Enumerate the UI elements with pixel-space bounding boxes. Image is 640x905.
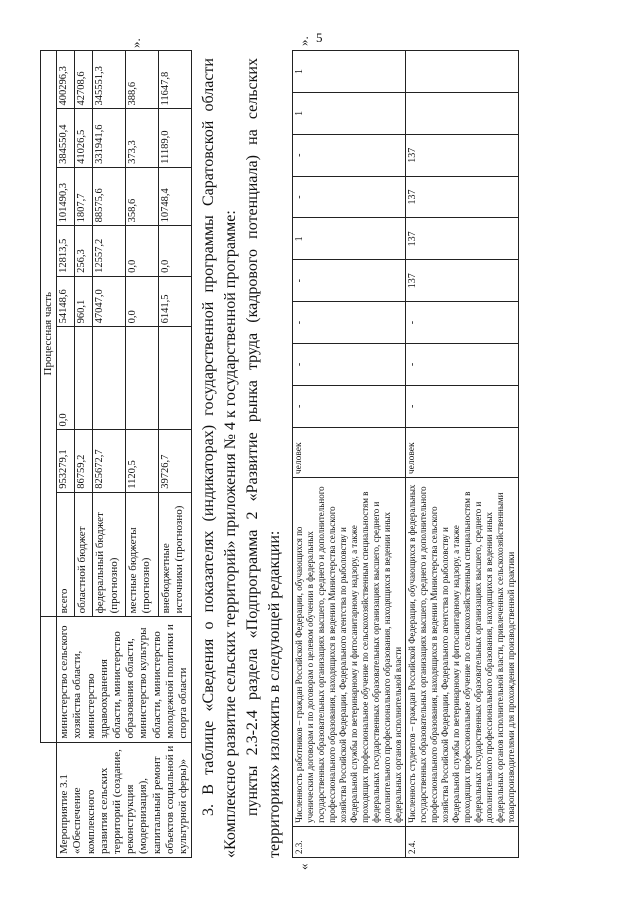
table-row: Мероприятие 3.1 «Обеспечение комплексного развития сельских территорий (создание, реконструкция (модернизация), капитальный ремонт объектов социальной и культурной сферы)» министерство сельского хозяйства области, министерство здравоохранения области, министерство образования области, министерство культуры области, министерство молодежной политики и спорта области всего 953279,1 0,0 54148,6 12813,5 101490,3 384550,4 400296,3 [57, 51, 75, 858]
indicator-text: Численность работников – граждан Российской Федерации, обучающихся по ученическим договорам и по договорам о целевом обучении в федеральных государственных образовательных организациях высшего, среднего и дополнительного профессионального образования, находящихся в ведении Министерства сельского хозяйства Российской Федерации, Федерального агентства по рыболовству и Федеральной службы по ветеринарному и фитосанитарному надзору, а также проходящих профессиональное обучение по сельскохозяйственным специальностям в федеральных государственных образовательных организациях высшего, среднего и дополнительного профессионального образования, находящихся в ведении иных федеральных органов исполнительной власти [293, 478, 406, 827]
table-row: областной бюджет 86759,2 960,1 256,3 1807,7 41026,5 42708,6 [75, 51, 93, 858]
executors-cell: министерство сельского хозяйства области, министерство здравоохранения области, министерство образования области, министерство культуры области, министерство молодежной политики и спорта области [57, 617, 192, 742]
funding-table [40, 50, 192, 858]
amendment-paragraph [198, 58, 286, 858]
table-row: 2.3. Численность работников – граждан Российской Федерации, обучающихся по ученическим договорам и по договорам о целевом обучении в федеральных государственных образовательных организациях высшего, среднего и дополнительного профессионального образования, находящихся в ведении Министерства сельского хозяйства Российской Федерации, Федерального агентства по рыболовству и Федеральной службы по ветеринарному и фитосанитарному надзору, а также проходящих профессиональное обучение по сельскохозяйственным специальностям в федеральных государственных образовательных организациях высшего, среднего и дополнительного профессионального образования, находящихся в ведении иных федеральных органов исполнительной власти человек - - - - 1 - - 1 1 [293, 51, 406, 858]
unit-cell: человек [406, 427, 519, 477]
indicators-table [292, 50, 519, 858]
event-cell: Мероприятие 3.1 «Обеспечение комплексного развития сельских территорий (создание, реконструкция (модернизация), капитальный ремонт объектов социальной и культурной сферы)» [57, 742, 192, 857]
indicator-text: Численность студентов – граждан Российской Федерации, обучающихся в федеральных государственных образовательных организациях высшего, среднего и дополнительного профессионального образования, находящихся в ведении Министерства сельского хозяйства Российской Федерации, Федерального агентства по рыболовству и Федеральной службы по ветеринарному и фитосанитарному надзору, а также проходящих профессиональное обучение по сельскохозяйственным специальностям в федеральных государственных образовательных организациях высшего, среднего и дополнительного профессионального образования, находящихся в ведении иных федеральных органов исполнительной власти, привлеченных сельскохозяйственными товаропроизводителями для прохождения производственной практики [406, 478, 519, 827]
row-number: 2.4. [406, 826, 519, 857]
rotated-content [40, 36, 620, 870]
closing-quote-bottom: ». [296, 36, 312, 46]
unit-cell: человек [293, 427, 406, 477]
table-row: 2.4. Численность студентов – граждан Российской Федерации, обучающихся в федеральных государственных образовательных организациях высшего, среднего и дополнительного профессионального образования, находящихся в ведении Министерства сельского хозяйства Российской Федерации, Федерального агентства по рыболовству и Федеральной службы по ветеринарному и фитосанитарному надзору, а также проходящих профессиональное обучение по сельскохозяйственным специальностям в федеральных государственных образовательных организациях высшего, среднего и дополнительного профессионального образования, находящихся в ведении иных федеральных органов исполнительной власти, привлеченных сельскохозяйственными товаропроизводителями для прохождения производственной практики человек - - - 137 137 137 137 [406, 51, 519, 858]
source-cell: всего [57, 492, 75, 617]
paragraph-line-1: 3. В таблице «Сведения о показателях (индикаторах) государственной программы Саратовской области «Комплексное развитие сельских территорий» приложения № 4 к государственной программе: [200, 58, 240, 858]
paragraph-line-2: пункты 2.3-2.4 раздела «Подпрограмма 2 «Развитие рынка труда (кадрового потенциала) на сельских территориях» изложить в следующей редакции: [244, 58, 284, 858]
open-quote: « [296, 863, 312, 870]
table-row: внебюджетные источники (прогнозно) 39726,7 6141,5 0,0 10748,4 11189,0 11647,8 [159, 51, 192, 858]
table-row: местные бюджеты (прогнозно) 1120,5 0,0 0,0 358,6 373,3 388,6 [126, 51, 159, 858]
table-row: федеральный бюджет (прогнозно) 825672,7 47047,0 12557,2 88575,6 331941,6 345551,3 [93, 51, 126, 858]
section-title: Процессная часть [41, 51, 57, 617]
closing-quote-top: ». [128, 38, 143, 48]
page-number: 5 [316, 30, 323, 45]
row-number: 2.3. [293, 826, 406, 857]
